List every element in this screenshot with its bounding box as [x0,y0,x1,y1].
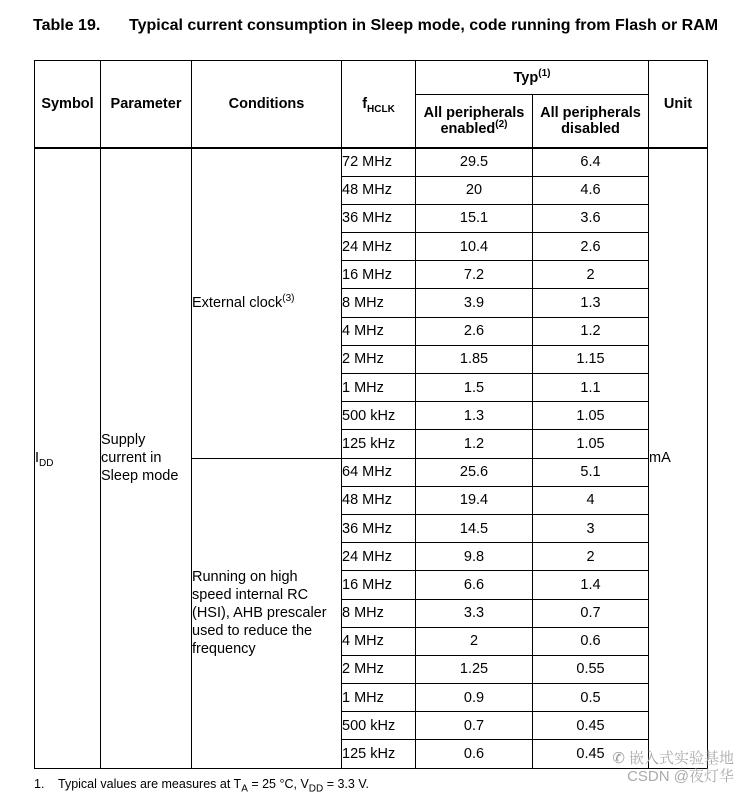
frequency-cell: 4 MHz [342,317,416,345]
disabled-value-cell: 4 [533,486,649,514]
header-unit: Unit [649,61,708,148]
enabled-value-cell: 19.4 [416,486,533,514]
disabled-value-cell: 0.45 [533,740,649,768]
disabled-value-cell: 0.7 [533,599,649,627]
frequency-cell: 24 MHz [342,233,416,261]
frequency-cell: 4 MHz [342,627,416,655]
header-all-peripherals-enabled: All peripherals enabled$^{(2)}$ [416,95,533,148]
header-conditions: Conditions [192,61,342,148]
enabled-value-cell: 20 [416,176,533,204]
symbol-cell: $I_{DD}$ [35,148,101,769]
enabled-value-cell: 3.3 [416,599,533,627]
enabled-value-cell: 0.7 [416,712,533,740]
frequency-cell: 48 MHz [342,486,416,514]
disabled-value-cell: 3.6 [533,204,649,232]
disabled-value-cell: 1.3 [533,289,649,317]
footnote: 1. Typical values are measures at $T_A = 25$ °C, $V_{DD} = 3.3$ V. [34,777,370,795]
frequency-cell: 64 MHz [342,458,416,486]
header-fhclk: $f_{HCLK}$ [342,61,416,148]
frequency-cell: 2 MHz [342,345,416,373]
condition-cell: External clock$^{(3)}$ [192,148,342,459]
enabled-value-cell: 7.2 [416,261,533,289]
frequency-cell: 500 kHz [342,402,416,430]
enabled-value-cell: 15.1 [416,204,533,232]
wechat-icon: ✆ [612,750,625,767]
enabled-value-cell: 1.85 [416,345,533,373]
disabled-value-cell: 4.6 [533,176,649,204]
disabled-value-cell: 6.4 [533,148,649,177]
disabled-value-cell: 1.15 [533,345,649,373]
condition-cell: Running on high speed internal RC (HSI), AHB prescaler used to reduce the frequency [192,458,342,768]
frequency-cell: 8 MHz [342,289,416,317]
disabled-value-cell: 1.05 [533,430,649,458]
parameter-cell: Supply current in Sleep mode [101,148,192,769]
enabled-value-cell: 9.8 [416,543,533,571]
enabled-value-cell: 3.9 [416,289,533,317]
frequency-cell: 1 MHz [342,374,416,402]
enabled-value-cell: 1.3 [416,402,533,430]
watermark: ✆ 嵌入式实验基地 CSDN @夜灯华 [612,750,734,785]
header-parameter: Parameter [101,61,192,148]
frequency-cell: 36 MHz [342,514,416,542]
disabled-value-cell: 5.1 [533,458,649,486]
disabled-value-cell: 0.45 [533,712,649,740]
disabled-value-cell: 0.55 [533,655,649,683]
table-number: Table 19. [33,17,101,34]
enabled-value-cell: 1.25 [416,655,533,683]
enabled-value-cell: 14.5 [416,514,533,542]
frequency-cell: 2 MHz [342,655,416,683]
frequency-cell: 1 MHz [342,684,416,712]
frequency-cell: 8 MHz [342,599,416,627]
enabled-value-cell: 29.5 [416,148,533,177]
table-row [35,148,708,177]
table-caption: Typical current consumption in Sleep mode, code running from Flash or RAM [129,17,719,34]
disabled-value-cell: 1.05 [533,402,649,430]
enabled-value-cell: 0.9 [416,684,533,712]
enabled-value-cell: 25.6 [416,458,533,486]
header-symbol: Symbol [35,61,101,148]
disabled-value-cell: 1.4 [533,571,649,599]
enabled-value-cell: 2.6 [416,317,533,345]
enabled-value-cell: 1.5 [416,374,533,402]
disabled-value-cell: 3 [533,514,649,542]
frequency-cell: 500 kHz [342,712,416,740]
enabled-value-cell: 1.2 [416,430,533,458]
table-body [35,148,708,769]
frequency-cell: 125 kHz [342,740,416,768]
frequency-cell: 16 MHz [342,571,416,599]
header-typ: Typ$^{(1)}$ [416,61,649,95]
disabled-value-cell: 2.6 [533,233,649,261]
disabled-value-cell: 1.2 [533,317,649,345]
frequency-cell: 48 MHz [342,176,416,204]
disabled-value-cell: 1.1 [533,374,649,402]
disabled-value-cell: 0.5 [533,684,649,712]
disabled-value-cell: 2 [533,543,649,571]
current-consumption-table [34,60,708,769]
unit-cell: mA [649,148,708,769]
enabled-value-cell: 2 [416,627,533,655]
enabled-value-cell: 0.6 [416,740,533,768]
frequency-cell: 72 MHz [342,148,416,177]
frequency-cell: 16 MHz [342,261,416,289]
frequency-cell: 125 kHz [342,430,416,458]
disabled-value-cell: 0.6 [533,627,649,655]
disabled-value-cell: 2 [533,261,649,289]
frequency-cell: 24 MHz [342,543,416,571]
header-all-peripherals-disabled: All peripherals disabled [533,95,649,148]
frequency-cell: 36 MHz [342,204,416,232]
enabled-value-cell: 6.6 [416,571,533,599]
enabled-value-cell: 10.4 [416,233,533,261]
